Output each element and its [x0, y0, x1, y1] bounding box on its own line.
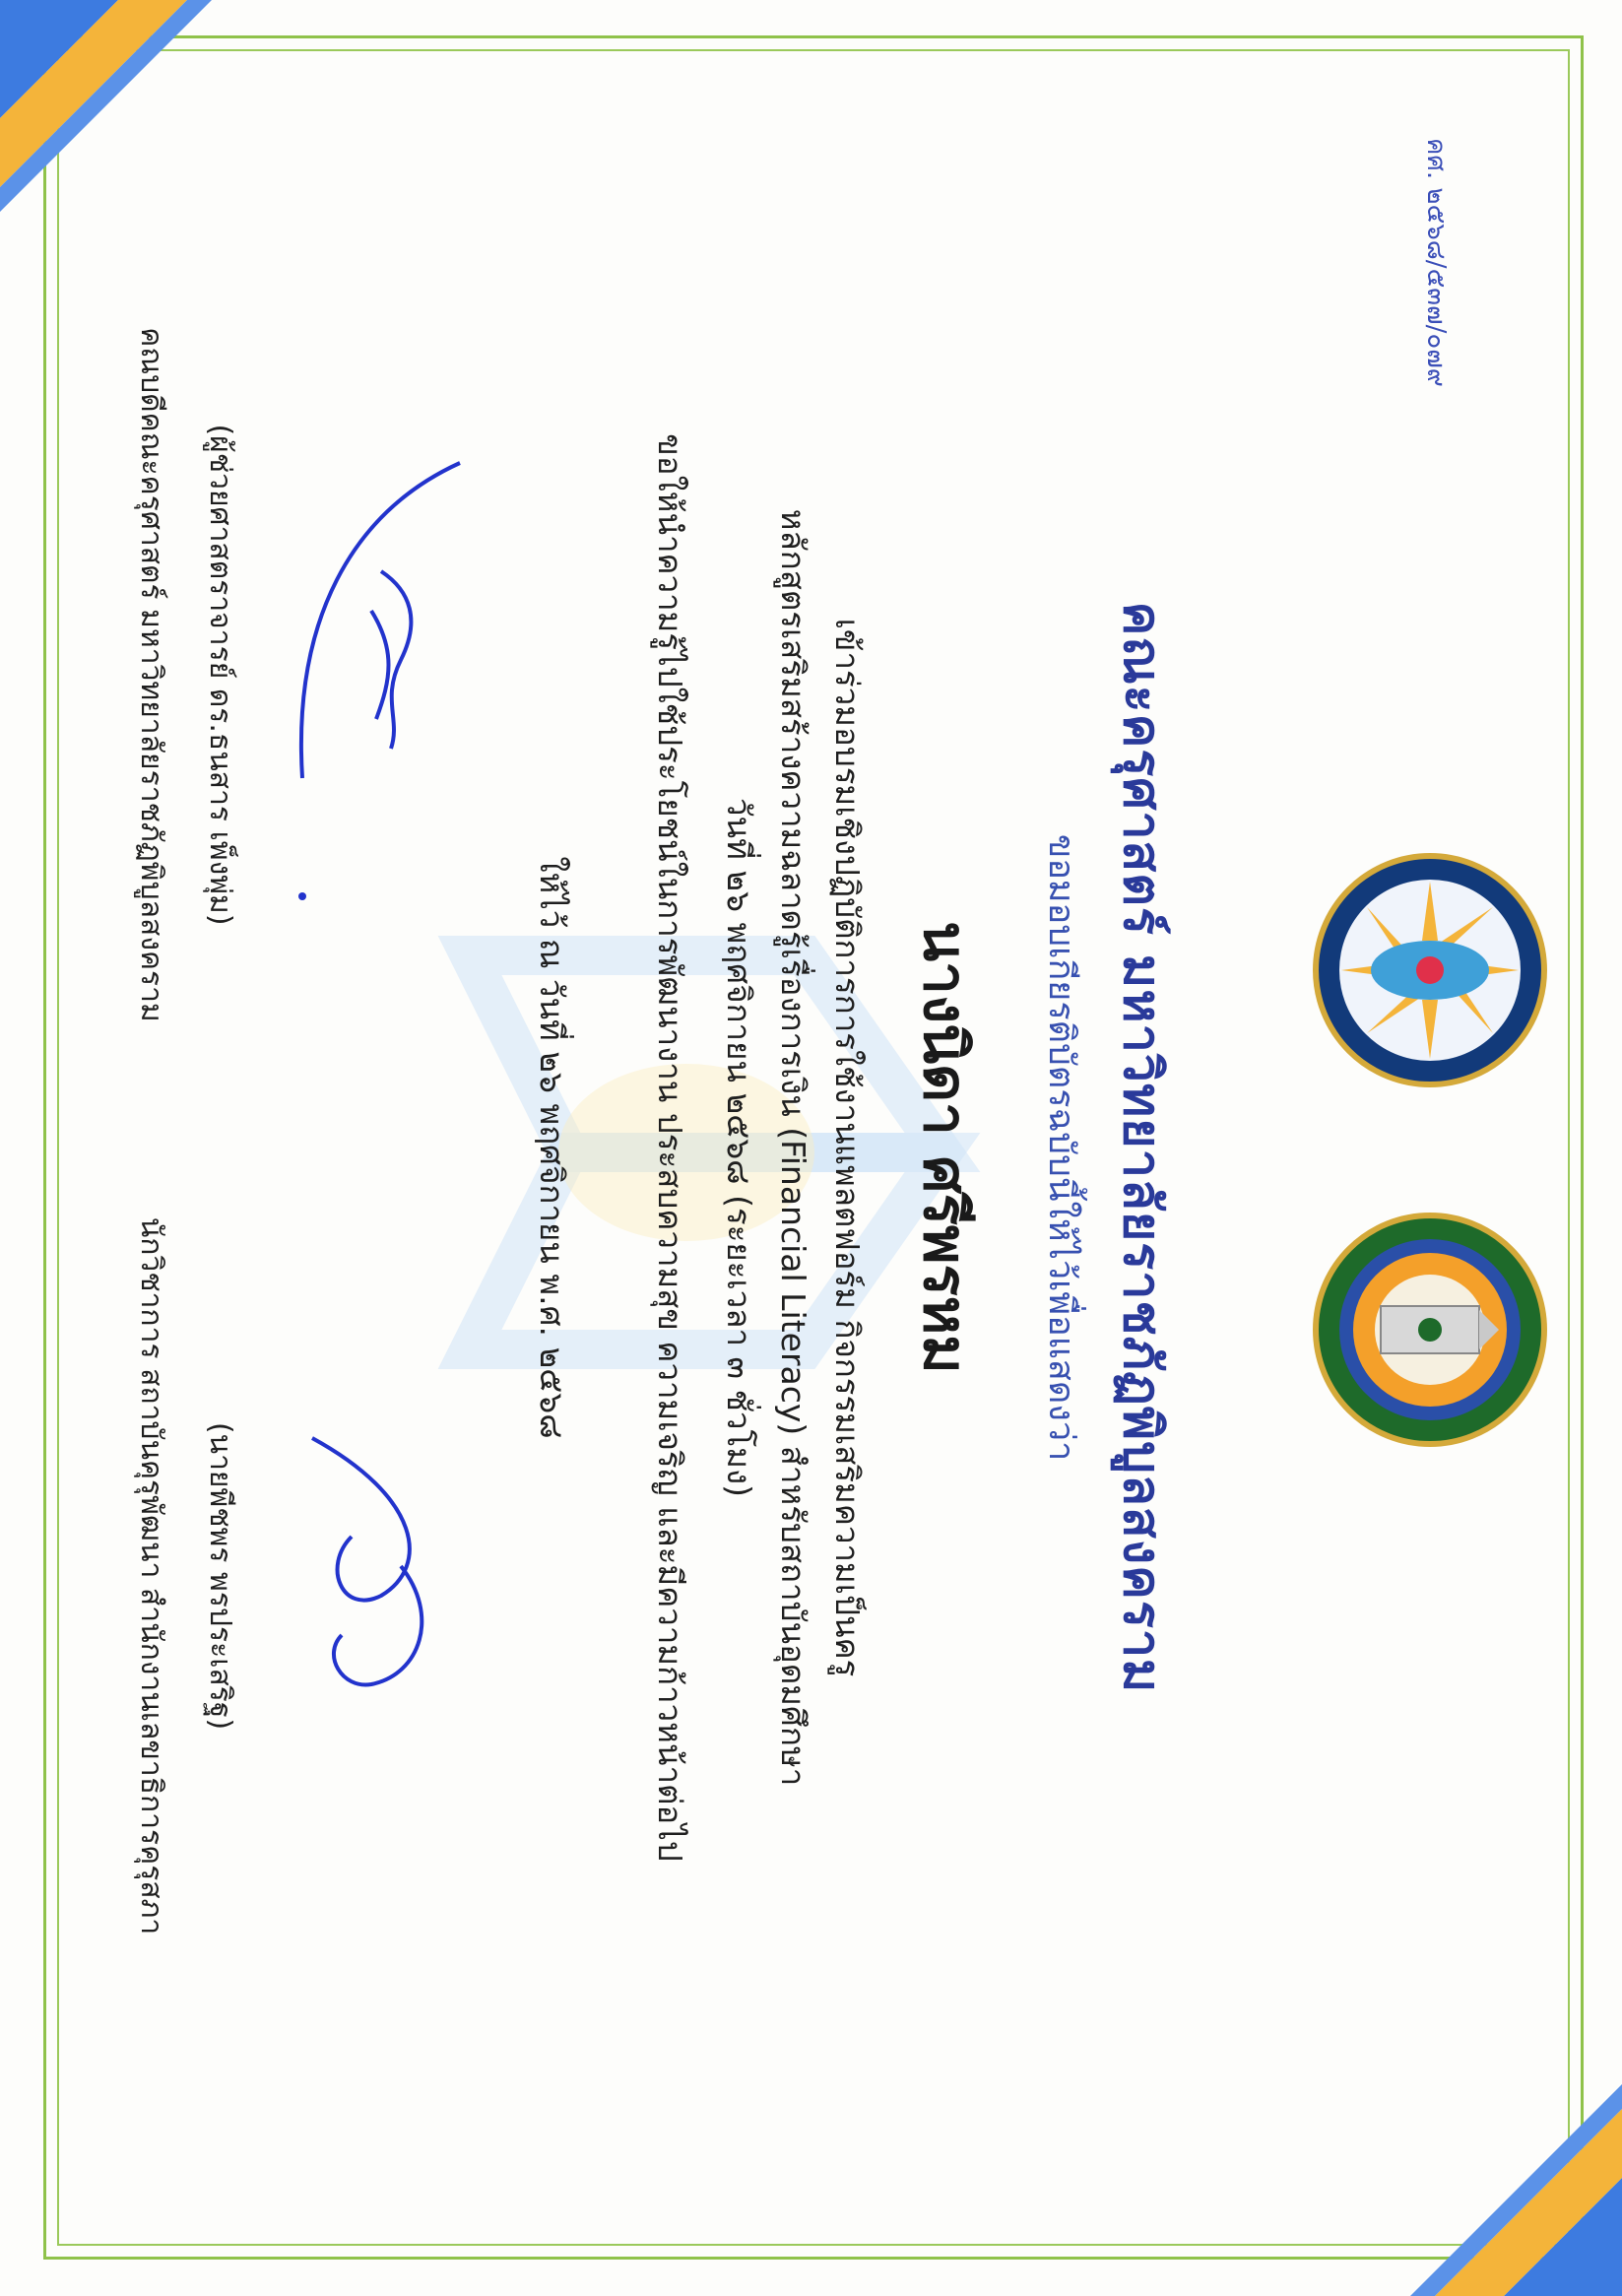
academic-signature-icon	[273, 1418, 460, 1714]
certificate-number: คศ. ๒๕๖๘/๕๓๗/๐๗๙	[1421, 138, 1451, 387]
dean-title: คณบดีคณะครุศาสตร์ มหาวิทยาลัยราชภัฏพิบูลสงคราม	[134, 327, 168, 1022]
body-line: หลักสูตรเสริมสร้างความฉลาดรู้เรื่องการเงิน (Financial Literacy) สำหรับสถาบันอุดมศึกษา	[774, 508, 812, 1787]
university-seal-icon	[1312, 1212, 1548, 1448]
body-line: ขอให้นำความรู้ไปใช้ประโยชน์ในการพัฒนางาน ประสบความสุข ความเจริญ และมีความก้าวหน้าต่อไป	[651, 433, 689, 1862]
dean-name: (ผู้ช่วยศาสตราจารย์ ดร.ธนสาร เพ็งพุ่ม)	[203, 424, 237, 926]
dean-signature-icon	[283, 424, 499, 936]
issue-date: ให้ไว้ ณ วันที่ ๒๖ พฤศจิกายน พ.ศ. ๒๕๖๘	[533, 856, 571, 1439]
faculty-emblem-icon	[1312, 852, 1548, 1088]
recipient-name: นางนิดา ศรีพรหม	[910, 921, 979, 1374]
certificate-title: คณะครุศาสตร์ มหาวิทยาลัยราชภัฏพิบูลสงคราม	[1112, 601, 1171, 1694]
academic-title: นักวิชาการ สถาบันคุรุพัฒนา สำนักงานเลขาธิการคุรุสภา	[134, 1216, 168, 1935]
academic-name: (นายพีชพร พรประเสริฐ)	[203, 1421, 237, 1731]
certificate-subtitle: ขอมอบเกียรติบัตรฉบับนี้ให้ไว้เพื่อแสดงว่า	[1041, 833, 1081, 1462]
body-line: เข้าร่วมอบรมเชิงปฏิบัติการการใช้งานแพลตฟอร์ม กิจกรรมเสริมความเป็นครู	[828, 618, 867, 1677]
body-line: วันที่ ๒๖ พฤศจิกายน ๒๕๖๘ (ระยะเวลา ๓ ชั่วโมง)	[720, 798, 758, 1497]
